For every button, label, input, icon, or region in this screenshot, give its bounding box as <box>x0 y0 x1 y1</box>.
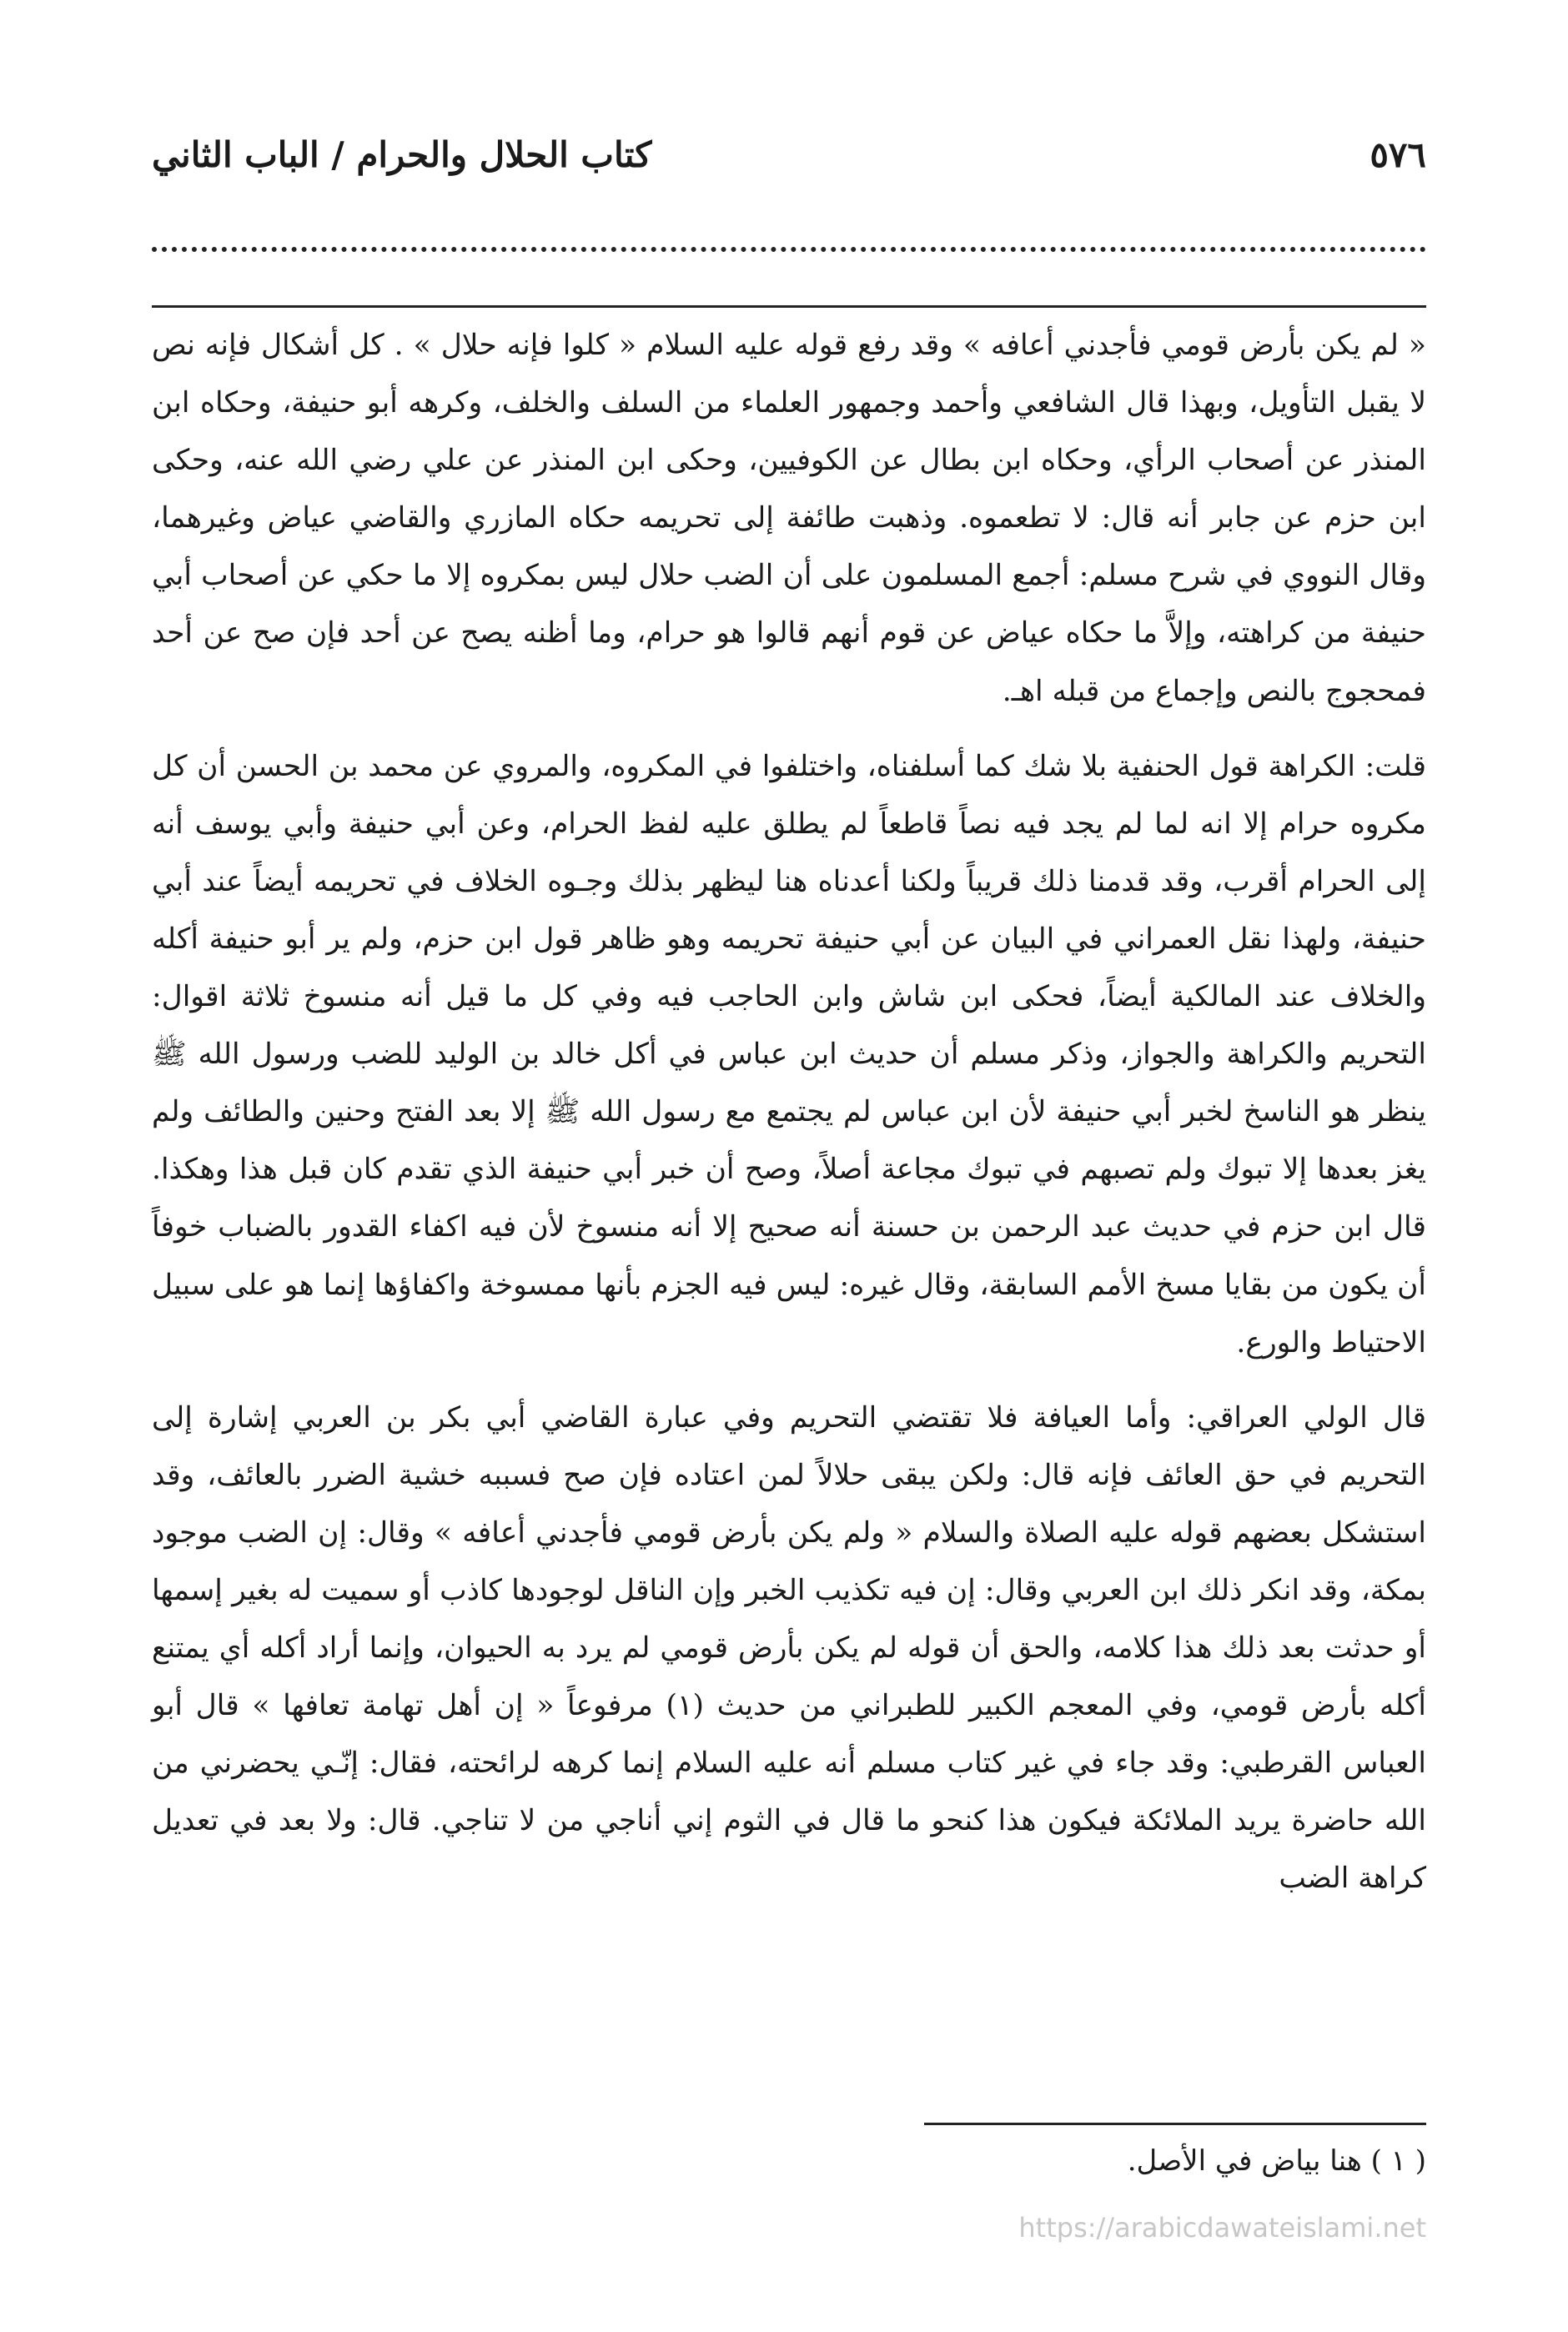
running-title: كتاب الحلال والحرام / الباب الثاني <box>152 133 652 175</box>
footnote: ( ١ ) هنا بياض في الأصل. <box>1127 2144 1426 2178</box>
main-text <box>152 317 1426 1908</box>
paragraph-2: قلت: الكراهة قول الحنفية بلا شك كما أسلفناه، واختلفوا في المكروه، والمروي عن محمد بن الحسن أن كل مكروه حرام إلا انه لما لم يجد فيه نصاً قاطعاً لم يطلق عليه لفظ الحرام، وعن أبي حنيفة وأبي يوسف أنه إلى الحرام أقرب، وقد قدمنا ذلك قريباً ولكنا أعدناه هنا ليظهر بذلك وجـوه الخلاف في تحريمه أيضاً عند أبي حنيفة، ولهذا نقل العمراني في البيان عن أبي حنيفة تحريمه وهو ظاهر قول ابن حزم، ولم ير أبو حنيفة أكله والخلاف عند المالكية أيضاً، فحكى ابن شاش وابن الحاجب فيه وفي كل ما قيل أنه منسوخ ثلاثة اقوال: التحريم والكراهة والجواز، وذكر مسلم أن حديث ابن عباس في أكل خالد بن الوليد للضب ورسول الله ﷺ ينظر هو الناسخ لخبر أبي حنيفة لأن ابن عباس لم يجتمع مع رسول الله ﷺ إلا بعد الفتح وحنين والطائف ولم يغز بعدها إلا تبوك ولم تصبهم في تبوك مجاعة أصلاً، وصح أن خبر أبي حنيفة الذي تقدم كان قبل هذا وهكذا. قال ابن حزم في حديث عبد الرحمن بن حسنة أنه صحيح إلا أنه منسوخ لأن فيه اكفاء القدور بالضباب خوفاً أن يكون من بقايا مسخ الأمم السابقة، وقال غيره: ليس فيه الجزم بأنها ممسوخة واكفاؤها إنما هو على سبيل الاحتياط والورع. <box>152 749 1426 1359</box>
dotted-separator <box>152 247 1426 262</box>
page-header <box>152 125 1426 183</box>
page-number: ٥٧٦ <box>1369 133 1426 175</box>
paragraph-1: « لم يكن بأرض قومي فأجدني أعافه » وقد رفع قوله عليه السلام « كلوا فإنه حلال » . كل أشكال فإنه نص لا يقبل التأويل، وبهذا قال الشافعي وأحمد وجمهور العلماء من السلف والخلف، وكرهه أبو حنيفة، وحكاه ابن المنذر عن أصحاب الرأي، وحكاه ابن بطال عن الكوفيين، وحكى ابن المنذر عن علي رضي الله عنه، وحكى ابن حزم عن جابر أنه قال: لا تطعموه. وذهبت طائفة إلى تحريمه حكاه المازري والقاضي عياض وغيرهما، وقال النووي في شرح مسلم: أجمع المسلمون على أن الضب حلال ليس بمكروه إلا ما حكي عن أصحاب أبي حنيفة من كراهته، وإلاَّ ما حكاه عياض عن قوم أنهم قالوا هو حرام، وما أظنه يصح عن أحد فإن صح عن أحد فمحجوج بالنص وإجماع من قبله اهـ. <box>152 329 1426 708</box>
header-rule <box>152 305 1426 308</box>
footnote-rule <box>924 2123 1426 2125</box>
paragraph-3: قال الولي العراقي: وأما العيافة فلا تقتضي التحريم وفي عبارة القاضي أبي بكر بن العربي إشارة إلى التحريم في حق العائف فإنه قال: ولكن يبقى حلالاً لمن اعتاده فإن صح فسببه خشية الضرر بالعائف، وقد استشكل بعضهم قوله عليه الصلاة والسلام « ولم يكن بأرض قومي فأجدني أعافه » وقال: إن الضب موجود بمكة، وقد انكر ذلك ابن العربي وقال: إن فيه تكذيب الخبر وإن الناقل لوجودها كاذب أو سميت له بغير إسمها أو حدثت بعد ذلك هذا كلامه، والحق أن قوله لم يكن بأرض قومي لم يرد به الحيوان، وإنما أراد أكله أي يمتنع أكله بأرض قومي، وفي المعجم الكبير للطبراني من حديث (١) مرفوعاً « إن أهل تهامة تعافها » قال أبو العباس القرطبي: وقد جاء في غير كتاب مسلم أنه عليه السلام إنما كرهه لرائحته، فقال: إنّـي يحضرني من الله حاضرة يريد الملائكة فيكون هذا كنحو ما قال في الثوم إني أناجي من لا تناجي. قال: ولا بعد في تعديل كراهة الضب <box>152 1400 1426 1896</box>
watermark-url: https://arabicdawateislami.net <box>1018 2212 1426 2244</box>
